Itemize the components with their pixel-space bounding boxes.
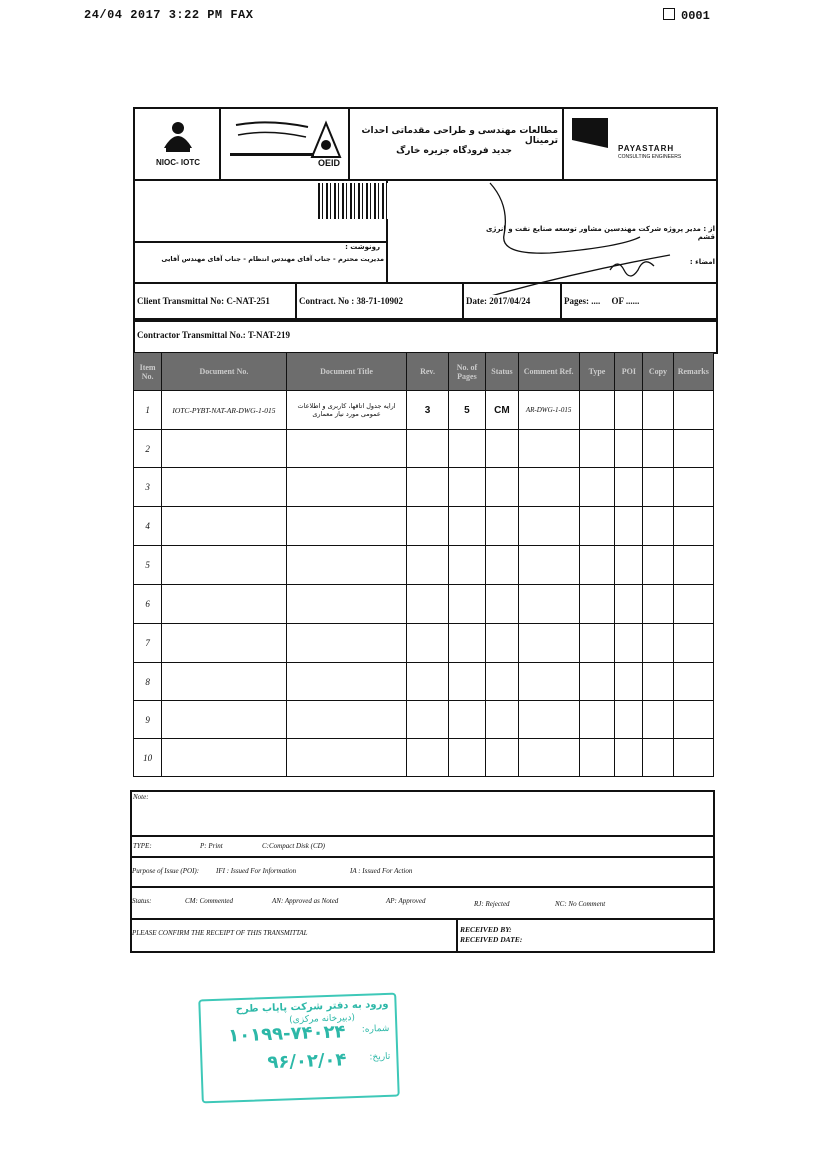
table-row xyxy=(134,546,714,585)
type-cd: C:Compact Disk (CD) xyxy=(262,842,325,850)
stamp-date-label: تاریخ: xyxy=(369,1051,391,1063)
col-remarks: Remarks xyxy=(673,353,713,391)
payastarh-logo xyxy=(572,118,612,156)
col-copy: Copy xyxy=(643,353,673,391)
row-no: 1 xyxy=(134,391,162,430)
fax-timestamp: 24/04 2017 3:22 PM FAX xyxy=(84,8,254,22)
col-poi: POI xyxy=(615,353,643,391)
nioc-logo xyxy=(158,118,198,154)
table-header-row xyxy=(134,353,714,391)
payastarh-sub: CONSULTING ENGINEERS xyxy=(618,154,682,160)
row-status: CM xyxy=(486,391,518,430)
row-copy xyxy=(643,391,673,430)
table-row xyxy=(134,585,714,624)
project-title-line2: جدید فرودگاه جزیره خارگ xyxy=(396,146,512,156)
oeid-label: OEID xyxy=(318,158,341,168)
contract-no: Contract. No : 38-71-10902 xyxy=(299,296,403,306)
note-label: Note: xyxy=(133,793,149,801)
stamp-number-label: شماره: xyxy=(361,1023,390,1035)
table-row xyxy=(134,507,714,546)
cc-label: رونوشت : xyxy=(345,243,380,251)
table-row xyxy=(134,739,714,777)
received-by: RECEIVED BY: xyxy=(460,925,512,934)
contractor-transmittal: Contractor Transmittal No.: T-NAT-219 xyxy=(137,330,290,340)
col-comment-ref: Comment Ref. xyxy=(518,353,579,391)
table-row xyxy=(134,430,714,468)
pages-count: Pages: .... OF ...... xyxy=(564,296,640,306)
fax-page-number xyxy=(663,8,710,23)
type-label: TYPE: xyxy=(133,842,152,850)
status-nc: NC: No Comment xyxy=(555,900,606,908)
table-row xyxy=(134,468,714,507)
col-document-title: Document Title xyxy=(286,353,407,391)
row-doc-title: ارایه جدول اتاقها، کاربری و اطلاعات عمومی مورد نیاز معماری xyxy=(286,391,407,430)
from-label: از : مدیر پروژه شرکت مهندسین مشاور توسعه صنایع نفت و انرژی قشم xyxy=(486,225,715,241)
col-document-no: Document No. xyxy=(162,353,287,391)
row-pages: 5 xyxy=(448,391,486,430)
stamp-number-value: ۱۰۱۹۹-۷۴۰۲۴ xyxy=(227,1021,346,1047)
col-item-no: Item No. xyxy=(134,353,162,391)
handwritten-signature xyxy=(440,175,710,295)
confirm-receipt: PLEASE CONFIRM THE RECEIPT OF THIS TRANSMITTAL xyxy=(132,929,308,937)
row-remarks xyxy=(673,391,713,430)
row-no: 6 xyxy=(134,585,162,624)
status-ap: AP: Approved xyxy=(386,897,426,905)
nioc-label: NIOC- IOTC xyxy=(156,158,200,167)
poi-label: Purpose of Issue (POI): xyxy=(132,867,200,875)
checkbox-icon xyxy=(663,8,675,20)
row-rev: 3 xyxy=(407,391,448,430)
col-rev: Rev. xyxy=(407,353,448,391)
row-poi xyxy=(615,391,643,430)
col-pages: No. of Pages xyxy=(448,353,486,391)
registration-stamp xyxy=(198,993,400,1104)
status-label: Status: xyxy=(132,897,152,905)
type-print: P: Print xyxy=(200,842,223,850)
barcode xyxy=(318,183,390,219)
row-no: 9 xyxy=(134,701,162,739)
flame-icon xyxy=(158,118,198,154)
poi-ifi: IFI : Issued For Information xyxy=(216,867,297,875)
table-row xyxy=(134,701,714,739)
payastarh-label: PAYASTARH xyxy=(618,144,675,153)
status-cm: CM: Commented xyxy=(185,897,234,905)
col-type: Type xyxy=(579,353,615,391)
row-no: 2 xyxy=(134,430,162,468)
status-rj: RJ: Rejected xyxy=(474,900,510,908)
row-no: 4 xyxy=(134,507,162,546)
row-no: 7 xyxy=(134,624,162,663)
row-no: 3 xyxy=(134,468,162,507)
row-no: 10 xyxy=(134,739,162,777)
poi-ia: IA : Issued For Action xyxy=(350,867,413,875)
project-title-line1: مطالعات مهندسی و طراحی مقدماتی احداث ترمینال xyxy=(361,126,558,146)
row-no: 5 xyxy=(134,546,162,585)
document-table xyxy=(133,352,714,777)
fax-page-value: 0001 xyxy=(681,9,710,23)
stamp-line1: ورود به دفتر شرکت پایاب طرح xyxy=(235,998,389,1016)
client-transmittal: Client Transmittal No: C-NAT-251 xyxy=(137,296,270,306)
table-row xyxy=(134,663,714,701)
stamp-date-value: ۹۶/۰۲/۰۴ xyxy=(267,1049,347,1074)
col-status: Status xyxy=(486,353,518,391)
stamp-line2: (دبیرخانه مرکزی) xyxy=(289,1013,356,1026)
row-doc-no: IOTC-PYBT-NAT-AR-DWG-1-015 xyxy=(162,391,287,430)
transmittal-date: Date: 2017/04/24 xyxy=(466,296,531,306)
signature-label: امضاء : xyxy=(689,258,715,266)
cc-value: مدیریت محترم - جناب آقای مهندس انتظام - جناب آقای مهندس آقایی xyxy=(161,255,384,263)
row-type xyxy=(579,391,615,430)
table-row xyxy=(134,624,714,663)
row-no: 8 xyxy=(134,663,162,701)
row-comment-ref: AR-DWG-1-015 xyxy=(518,391,579,430)
received-date: RECEIVED DATE: xyxy=(460,935,523,944)
table-row xyxy=(134,391,714,430)
status-an: AN: Approved as Noted xyxy=(272,897,339,905)
